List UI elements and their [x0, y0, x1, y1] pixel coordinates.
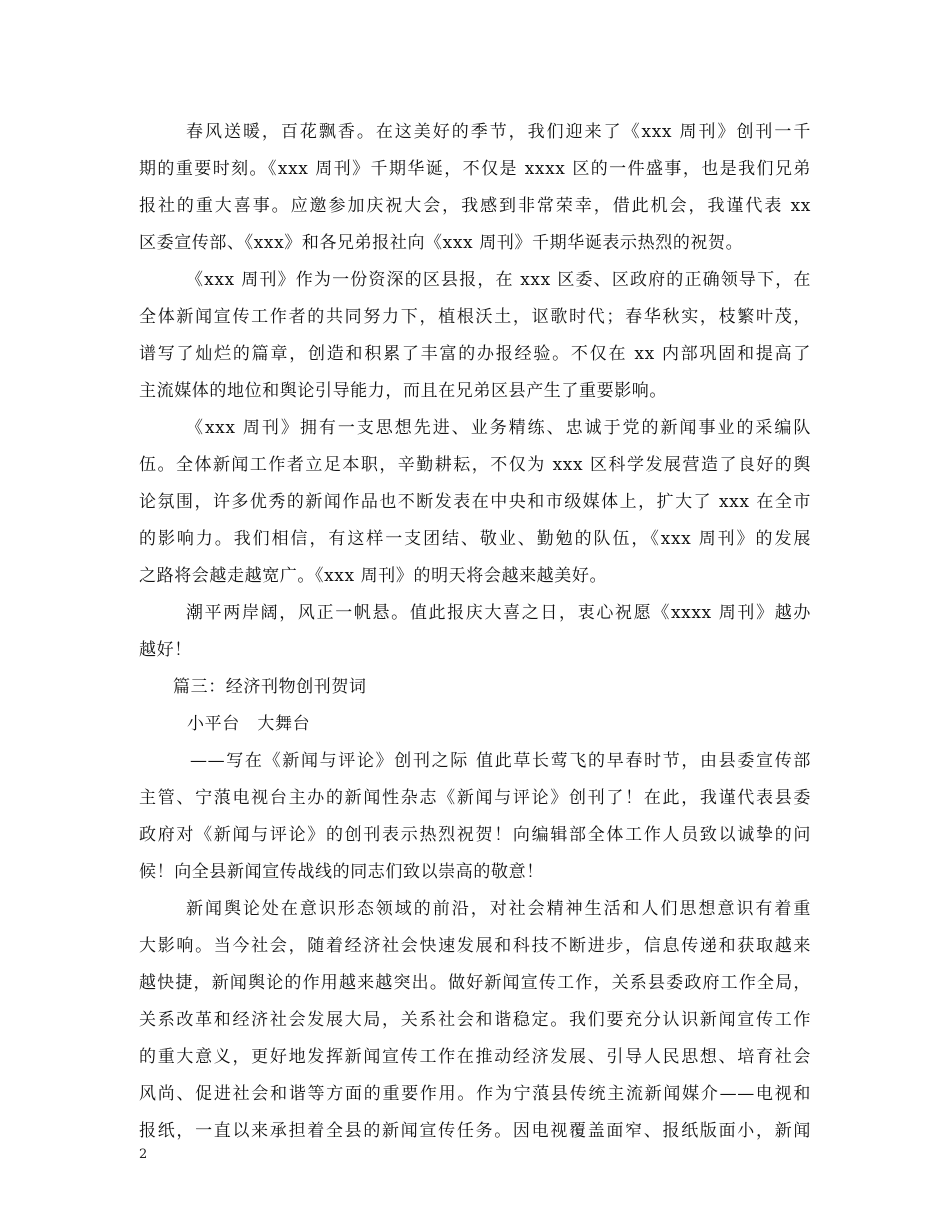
section-heading: 篇三：经济刊物创刊贺词 — [173, 677, 367, 697]
text-line: 关系改革和经济社会发展大局，关系社会和谐稳定。我们要充分认识新闻宣传工作 — [139, 1010, 811, 1030]
text-line: 之路将会越走越宽广。《xxx 周刊》的明天将会越来越美好。 — [139, 566, 608, 586]
text-line: 潮平两岸阔，风正一帆悬。值此报庆大喜之日，衷心祝愿《xxxx 周刊》越办 — [186, 603, 811, 623]
text-line: 政府对《新闻与评论》的创刊表示热烈祝贺！向编辑部全体工作人员致以诚挚的问 — [139, 825, 811, 845]
text-line: ——写在《新闻与评论》创刊之际 值此草长莺飞的早春时节，由县委宣传部 — [190, 751, 811, 771]
text-line: 的影响力。我们相信，有这样一支团结、敬业、勤勉的队伍，《xxx 周刊》的发展 — [139, 529, 811, 549]
text-line: 《xxx 周刊》作为一份资深的区县报，在 xxx 区委、区政府的正确领导下，在 — [186, 270, 811, 290]
subtitle: 小平台 大舞台 — [187, 714, 311, 734]
text-line: 新闻舆论处在意识形态领域的前沿，对社会精神生活和人们思想意识有着重 — [186, 899, 811, 919]
text-line: 报社的重大喜事。应邀参加庆祝大会，我感到非常荣幸，借此机会，我谨代表 xx — [139, 196, 811, 216]
text-line: 报纸，一直以来承担着全县的新闻宣传任务。因电视覆盖面窄、报纸版面小，新闻 — [139, 1121, 811, 1141]
text-line: 春风送暖，百花飘香。在这美好的季节，我们迎来了《xxx 周刊》创刊一千 — [186, 122, 811, 142]
text-line: 越快捷，新闻舆论的作用越来越突出。做好新闻宣传工作，关系县委政府工作全局， — [139, 973, 811, 993]
text-line: 大影响。当今社会，随着经济社会快速发展和科技不断进步，信息传递和获取越来 — [139, 936, 811, 956]
text-line: 风尚、促进社会和谐等方面的重要作用。作为宁蒗县传统主流新闻媒介——电视和 — [139, 1084, 811, 1104]
text-line: 伍。全体新闻工作者立足本职，辛勤耕耘，不仅为 xxx 区科学发展营造了良好的舆 — [139, 455, 811, 475]
text-line: 主流媒体的地位和舆论引导能力，而且在兄弟区县产生了重要影响。 — [139, 381, 667, 401]
page-number: 2 — [139, 1147, 148, 1162]
text-line: 《xxx 周刊》拥有一支思想先进、业务精练、忠诚于党的新闻事业的采编队 — [186, 418, 811, 438]
text-line: 谱写了灿烂的篇章，创造和积累了丰富的办报经验。不仅在 xx 内部巩固和提高了 — [139, 344, 811, 364]
text-line: 主管、宁蒗电视台主办的新闻性杂志《新闻与评论》创刊了！在此，我谨代表县委 — [139, 788, 811, 808]
text-line: 全体新闻宣传工作者的共同努力下，植根沃土，讴歌时代；春华秋实，枝繁叶茂， — [139, 307, 811, 327]
text-line: 论氛围，许多优秀的新闻作品也不断发表在中央和市级媒体上，扩大了 xxx 在全市 — [139, 492, 811, 512]
text-line: 越好！ — [139, 640, 192, 660]
document-body — [139, 114, 811, 1150]
text-line: 区委宣传部、《xxx》和各兄弟报社向《xxx 周刊》千期华诞表示热烈的祝贺。 — [139, 233, 744, 253]
text-line: 期的重要时刻。《xxx 周刊》千期华诞，不仅是 xxxx 区的一件盛事，也是我们兄弟 — [139, 159, 811, 179]
text-line: 候！向全县新闻宣传战线的同志们致以崇高的敬意！ — [139, 862, 544, 882]
text-line: 的重大意义，更好地发挥新闻宣传工作在推动经济发展、引导人民思想、培育社会 — [139, 1047, 811, 1067]
